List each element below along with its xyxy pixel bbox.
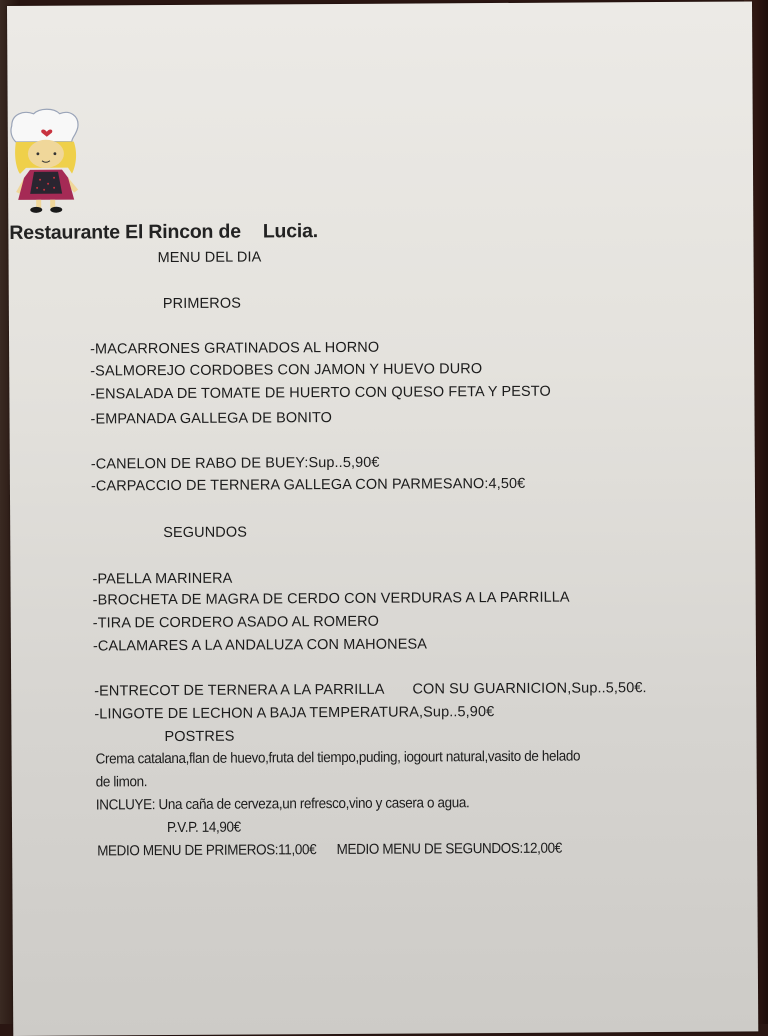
incluye-drinks: INCLUYE: Una caña de cerveza,un refresco,vino y casera o agua. — [95, 795, 470, 814]
chef-girl-illustration-icon — [10, 106, 85, 218]
menu-item-supplement: -CARPACCIO DE TERNERA GALLEGA CON PARMESANO:4,50€ — [90, 475, 526, 495]
menu-item-supplement: -CANELON DE RABO DE BUEY:Sup..5,90€ — [90, 454, 380, 473]
restaurant-name-part2: Lucia. — [262, 220, 319, 243]
menu-item: -EMPANADA GALLEGA DE BONITO — [90, 410, 333, 428]
menu-item: -BROCHETA DE MAGRA DE CERDO CON VERDURAS A LA PARRILLA — [92, 589, 570, 609]
menu-price: P.V.P. 14,90€ — [166, 819, 241, 837]
menu-item-supplement-name: -ENTRECOT DE TERNERA A LA PARRILLA — [94, 681, 385, 700]
half-menu-prices — [97, 841, 562, 860]
section-heading-segundos: SEGUNDOS — [163, 524, 248, 542]
menu-item: -ENSALADA DE TOMATE DE HUERTO CON QUESO FETA Y PESTO — [90, 383, 551, 403]
menu-item: -PAELLA MARINERA — [92, 570, 233, 588]
menu-title: MENU DEL DIA — [157, 249, 262, 267]
section-heading-postres: POSTRES — [164, 728, 235, 746]
half-menu-segundos: MEDIO MENU DE SEGUNDOS:12,00€ — [336, 840, 562, 859]
postres-list-line1: Crema catalana,flan de huevo,fruta del tiempo,puding, iogourt natural,vasito de helado — [95, 748, 581, 768]
menu-item: -CALAMARES A LA ANDALUZA CON MAHONESA — [92, 636, 428, 655]
section-heading-primeros: PRIMEROS — [162, 295, 242, 313]
half-menu-primeros: MEDIO MENU DE PRIMEROS:11,00€ — [97, 842, 317, 860]
restaurant-name — [9, 220, 318, 245]
menu-sheet — [7, 1, 758, 1036]
menu-item-supplement: -LINGOTE DE LECHON A BAJA TEMPERATURA,Sup..5,90€ — [94, 704, 495, 723]
postres-list-line2: de limon. — [95, 774, 148, 791]
menu-item: -TIRA DE CORDERO ASADO AL ROMERO — [92, 613, 380, 632]
menu-item: -MACARRONES GRATINADOS AL HORNO — [90, 339, 380, 358]
menu-item-supplement-price: CON SU GUARNICION,Sup..5,50€. — [412, 680, 647, 698]
menu-item: -SALMOREJO CORDOBES CON JAMON Y HUEVO DURO — [90, 361, 483, 380]
menu-item-supplement — [94, 680, 647, 699]
restaurant-name-part1: Restaurante El Rincon de — [9, 220, 241, 244]
